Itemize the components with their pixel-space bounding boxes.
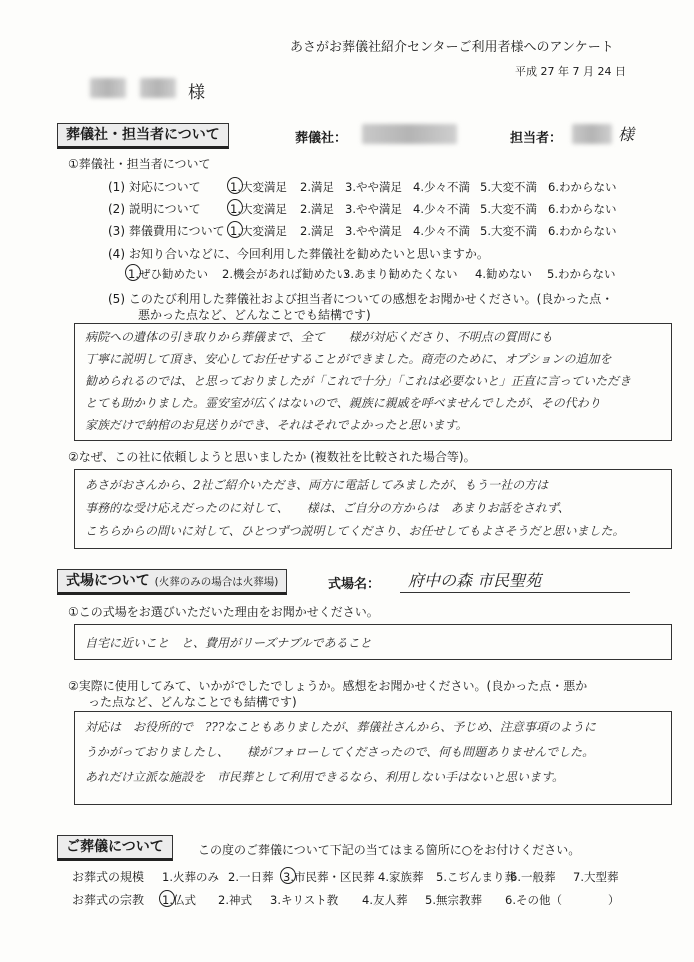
rating-option[interactable]: 5.大変不満: [480, 180, 537, 194]
funeral-religion-option[interactable]: 2.神式: [218, 893, 252, 907]
q2-label: ②なぜ、この社に依頼しようと思いましたか (複数社を比較された場合等)。: [68, 450, 476, 464]
venue-q1-label: ①この式場をお選びいただいた理由をお聞かせください。: [68, 605, 379, 619]
handwritten-answer-line: とても助かりました。霊安室が広くはないので、親族に親戚を呼べませんでしたが、その代わり: [85, 396, 601, 410]
q2-answer-box[interactable]: [74, 469, 672, 549]
handwritten-answer-line: あれだけ立派な施設を 市民葬として利用できるなら、利用しない手はないと思います。: [85, 770, 565, 784]
venue-q2-answer-box[interactable]: [74, 711, 672, 805]
section-funeral-company-heading: 葬儀社・担当者について: [57, 123, 229, 149]
section-funeral-heading: ご葬儀について: [57, 835, 173, 861]
venue-label: 式場名：: [328, 577, 381, 592]
rating-option[interactable]: 1.大変満足: [230, 180, 287, 194]
venue-underline: [400, 592, 630, 593]
q1-title: ①葬儀社・担当者について: [68, 157, 211, 171]
rating-option[interactable]: 2.満足: [300, 224, 334, 238]
rating-option[interactable]: 5.大変不満: [480, 224, 537, 238]
selected-circle-mark: [227, 199, 243, 216]
funeral-scale-option[interactable]: 3.市民葬・区民葬: [283, 870, 375, 884]
venue-q1-answer: 自宅に近いこと と、費用がリーズナブルであること: [85, 636, 372, 650]
recommend-option[interactable]: 5.わからない: [547, 267, 616, 281]
rating-option[interactable]: 4.少々不満: [413, 180, 470, 194]
handwritten-answer-line: 対応は お役所的で ???なこともありましたが、葬儀社さんから、予じめ、注意事項のように: [85, 720, 596, 734]
funeral-instruction: この度のご葬儀について下記の当てはまる箇所に○をお付けください。: [198, 843, 581, 857]
funeral-scale-option[interactable]: 5.こぢんまり葬: [436, 870, 516, 884]
rating-row-label: (2) 説明について: [108, 202, 201, 216]
venue-heading-note: (火葬のみの場合は火葬場): [154, 576, 279, 588]
venue-q2-label-line2: った点など、どんなことでも結構です): [88, 695, 297, 709]
rating-option[interactable]: 6.わからない: [548, 180, 617, 194]
religion-label: お葬式の宗教: [72, 893, 145, 907]
handwritten-answer-line: 家族だけで納棺のお見送りができ、それはそれでよかったと思います。: [85, 418, 468, 432]
rating-row-label: (1) 対応について: [108, 180, 201, 194]
rating-option[interactable]: 3.やや満足: [345, 202, 402, 216]
selected-circle-mark: [159, 890, 175, 907]
venue-name-handwritten: 府中の森 市民聖苑: [408, 571, 542, 590]
funeral-religion-option[interactable]: 3.キリスト教: [270, 893, 339, 907]
q5-answer-box[interactable]: [74, 323, 672, 441]
rating-option[interactable]: 3.やや満足: [345, 224, 402, 238]
staff-honorific-handwritten: 様: [618, 125, 635, 144]
funeral-religion-option[interactable]: 1.仏式: [162, 893, 196, 907]
rating-option[interactable]: 2.満足: [300, 180, 334, 194]
handwritten-answer-line: あさがおさんから、2社ご紹介いただき、両方に電話してみましたが、もう一社の方は: [85, 478, 549, 492]
rating-option[interactable]: 4.少々不満: [413, 224, 470, 238]
selected-circle-mark: [125, 264, 141, 281]
recommend-option[interactable]: 2.機会があれば勧めたい: [222, 267, 348, 281]
q5-label-line1: (5) このたび利用した葬儀社および担当者についての感想をお聞かせください。(良かった点・: [108, 292, 614, 306]
redacted-customer-name-2: [140, 78, 176, 98]
selected-circle-mark: [227, 221, 243, 238]
funeral-scale-option[interactable]: 1.火葬のみ: [162, 870, 219, 884]
selected-circle-mark: [227, 177, 243, 194]
rating-option[interactable]: 2.満足: [300, 202, 334, 216]
rating-row-label: (3) 葬儀費用について: [108, 224, 225, 238]
company-label: 葬儀社：: [295, 131, 348, 146]
rating-option[interactable]: 5.大変不満: [480, 202, 537, 216]
venue-q2-label-line1: ②実際に使用してみて、いかがでしたでしょうか。感想をお聞かせください。(良かった点・悪か: [68, 679, 588, 693]
q4-label: (4) お知り合いなどに、今回利用した葬儀社を勧めたいと思いますか。: [108, 247, 489, 261]
rating-option[interactable]: 6.わからない: [548, 202, 617, 216]
handwritten-answer-line: 事務的な受け応えだったのに対して、 様は、ご自分の方からは あまりお話をされず、: [85, 501, 570, 515]
handwritten-answer-line: 丁寧に説明して頂き、安心してお任せすることができました。商売のために、オプションの追加を: [85, 352, 612, 366]
recommend-option[interactable]: 3.あまり勧めたくない: [343, 267, 458, 281]
staff-label: 担当者：: [510, 131, 563, 146]
funeral-religion-option[interactable]: 5.無宗教葬: [425, 893, 482, 907]
recommend-option[interactable]: 1.ぜひ勧めたい: [128, 267, 208, 281]
rating-option[interactable]: 3.やや満足: [345, 180, 402, 194]
redacted-staff-name: [572, 124, 612, 144]
survey-date: 平成 27 年 7 月 24 日: [515, 65, 626, 78]
section-venue-heading: [57, 569, 287, 595]
scale-label: お葬式の規模: [72, 870, 145, 884]
funeral-religion-option[interactable]: 4.友人葬: [362, 893, 408, 907]
selected-circle-mark: [280, 867, 296, 884]
rating-option[interactable]: 6.わからない: [548, 224, 617, 238]
recommend-option[interactable]: 4.勧めない: [475, 267, 532, 281]
q5-label-line2: 悪かった点など、どんなことでも結構です): [138, 308, 371, 322]
funeral-religion-option[interactable]: 6.その他（ ）: [505, 893, 620, 907]
redacted-company-name: [362, 124, 457, 144]
handwritten-answer-line: うかがっておりましたし、 様がフォローしてくださったので、何も問題ありませんでした。: [85, 745, 595, 759]
redacted-customer-name: [90, 78, 126, 98]
rating-option[interactable]: 4.少々不満: [413, 202, 470, 216]
handwritten-answer-line: こちらからの問いに対して、ひとつずつ説明してくださり、お任せしてもよさそうだと思いました。: [85, 524, 625, 538]
funeral-scale-option[interactable]: 7.大型葬: [573, 870, 619, 884]
venue-heading-text: 式場について: [66, 573, 150, 589]
handwritten-answer-line: 病院への遺体の引き取りから葬儀まで、全て 様が対応くださり、不明点の質問にも: [85, 330, 553, 344]
funeral-scale-option[interactable]: 6.一般葬: [510, 870, 556, 884]
funeral-scale-option[interactable]: 2.一日葬: [228, 870, 274, 884]
venue-q1-answer-box[interactable]: [74, 624, 672, 660]
handwritten-answer-line: 勧められるのでは、と思っておりましたが「これで十分」「これは必要ないと」正直に言っていただき: [85, 374, 632, 388]
rating-option[interactable]: 1.大変満足: [230, 202, 287, 216]
survey-title: あさがお葬儀社紹介センターご利用者様へのアンケート: [290, 40, 614, 55]
rating-option[interactable]: 1.大変満足: [230, 224, 287, 238]
customer-honorific: 様: [188, 83, 205, 103]
funeral-scale-option[interactable]: 4.家族葬: [378, 870, 424, 884]
